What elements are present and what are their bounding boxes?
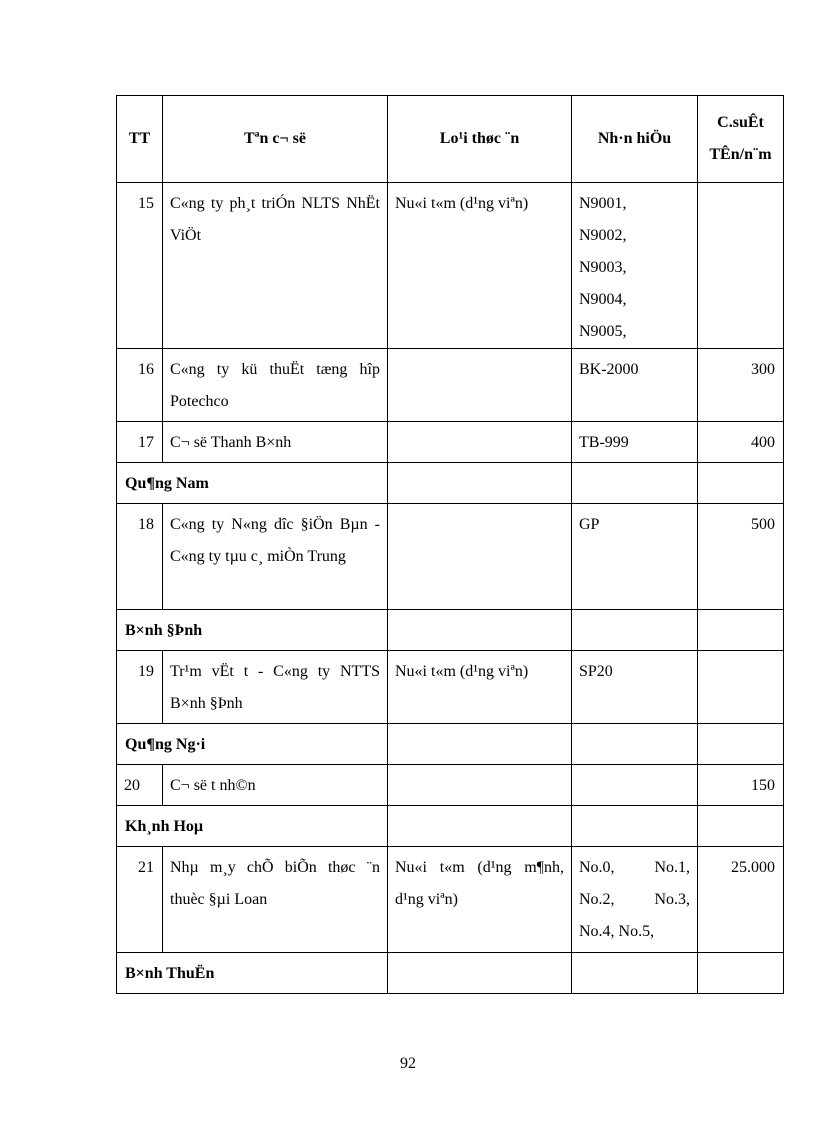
header-capacity-line1: C.suÊt [717, 114, 764, 131]
header-name: Tªn c¬ së [163, 96, 388, 183]
cell-capacity [698, 806, 784, 847]
cell-brand: No.0, No.1, No.2, No.3, No.4, No.5, [572, 847, 698, 953]
header-brand: Nh·n hiÖu [572, 96, 698, 183]
region-label: Qu¶ng Ng·i [117, 724, 388, 765]
cell-tt: 21 [117, 847, 163, 953]
cell-type [388, 349, 572, 422]
cell-capacity: 500 [698, 504, 784, 610]
table-row [117, 651, 784, 724]
cell-brand: GP [572, 504, 698, 610]
header-capacity [698, 96, 784, 183]
cell-type [388, 504, 572, 610]
region-row [117, 724, 784, 765]
brand-item: N9005, [579, 323, 627, 340]
cell-tt: 19 [117, 651, 163, 724]
cell-capacity [698, 610, 784, 651]
region-row [117, 953, 784, 994]
cell-tt: 16 [117, 349, 163, 422]
cell-name: C¬ së Thanh B×nh [163, 422, 388, 463]
cell-name: C«ng ty kü thuËt tæng hîp Potechco [163, 349, 388, 422]
region-label: Qu¶ng Nam [117, 463, 388, 504]
cell-brand: BK-2000 [572, 349, 698, 422]
cell-type: Nu«i t«m (d¹ng viªn) [388, 651, 572, 724]
cell-capacity [698, 953, 784, 994]
region-row [117, 463, 784, 504]
region-row [117, 806, 784, 847]
cell-type [388, 422, 572, 463]
brand-item: N9003, [579, 259, 627, 276]
cell-capacity [698, 651, 784, 724]
cell-capacity: 400 [698, 422, 784, 463]
table-header-row [117, 96, 784, 183]
cell-type [388, 765, 572, 806]
cell-type [388, 610, 572, 651]
cell-brand [572, 183, 698, 349]
cell-name: C«ng ty N«ng dîc §iÖn Bµn - C«ng ty tµu c¸ miÒn Trung [163, 504, 388, 610]
cell-brand [572, 610, 698, 651]
cell-type: Nu«i t«m (d¹ng viªn) [388, 183, 572, 349]
header-capacity-line2: TÊn/n¨m [709, 146, 772, 163]
region-label: Kh¸nh Hoµ [117, 806, 388, 847]
cell-tt: 18 [117, 504, 163, 610]
cell-capacity: 300 [698, 349, 784, 422]
region-label: B×nh ThuËn [117, 953, 388, 994]
cell-name: Nhµ m¸y chÕ biÕn thøc ¨n thuèc §µi Loan [163, 847, 388, 953]
cell-capacity [698, 463, 784, 504]
region-row [117, 610, 784, 651]
table-row [117, 422, 784, 463]
cell-brand: SP20 [572, 651, 698, 724]
brand-item: N9004, [579, 291, 627, 308]
cell-brand [572, 806, 698, 847]
cell-tt: 17 [117, 422, 163, 463]
cell-type [388, 463, 572, 504]
cell-brand: TB-999 [572, 422, 698, 463]
cell-capacity: 150 [698, 765, 784, 806]
cell-tt: 20 [117, 765, 163, 806]
cell-brand [572, 463, 698, 504]
cell-type [388, 953, 572, 994]
header-tt: TT [117, 96, 163, 183]
cell-brand [572, 765, 698, 806]
feed-producers-table [116, 95, 784, 994]
cell-name: C«ng ty ph¸t triÓn NLTS NhËt ViÖt [163, 183, 388, 349]
table-row [117, 765, 784, 806]
cell-capacity: 25.000 [698, 847, 784, 953]
cell-type: Nu«i t«m (d¹ng m¶nh, d¹ng viªn) [388, 847, 572, 953]
page-number: 92 [400, 1055, 416, 1072]
cell-type [388, 806, 572, 847]
cell-brand [572, 953, 698, 994]
cell-capacity [698, 724, 784, 765]
brand-item: N9001, [579, 195, 627, 212]
cell-name: C¬ së t nh©n [163, 765, 388, 806]
table-row [117, 847, 784, 953]
cell-tt: 15 [117, 183, 163, 349]
cell-brand [572, 724, 698, 765]
cell-capacity [698, 183, 784, 349]
cell-name: Tr¹m vËt t - C«ng ty NTTS B×nh §Þnh [163, 651, 388, 724]
cell-type [388, 724, 572, 765]
table-row [117, 183, 784, 349]
table-row [117, 504, 784, 610]
brand-item: N9002, [579, 227, 627, 244]
table-row [117, 349, 784, 422]
region-label: B×nh §Þnh [117, 610, 388, 651]
header-type: Lo¹i thøc ¨n [388, 96, 572, 183]
